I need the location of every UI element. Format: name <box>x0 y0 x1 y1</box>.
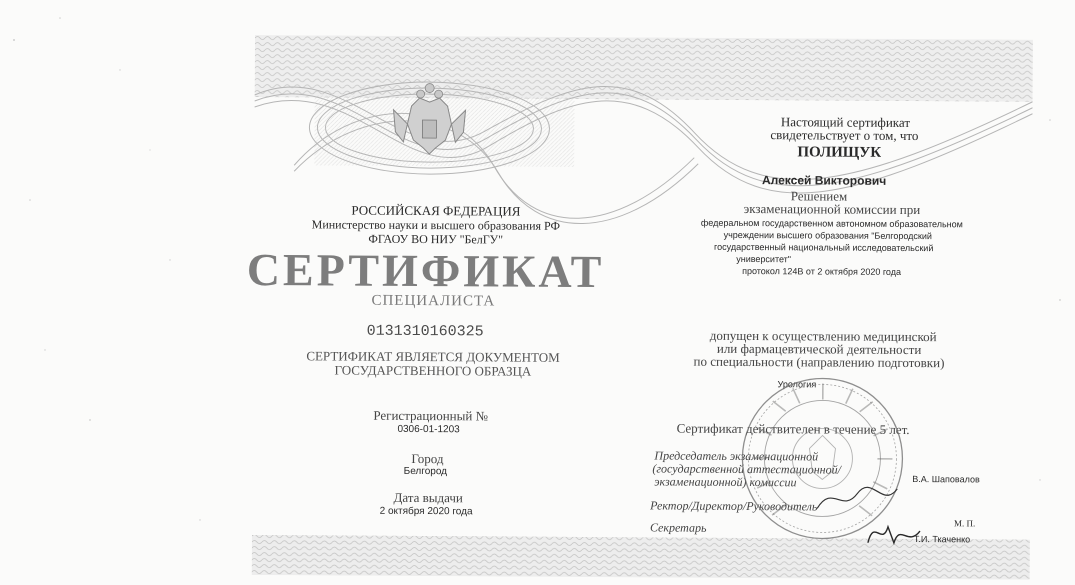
organization-line3: государственный национальный исследовательский <box>714 241 934 254</box>
chairman-label-line3: экзаменационной) комиссии <box>654 474 797 490</box>
state-document-line2: ГОСУДАРСТВЕННОГО ОБРАЗЦА <box>334 362 532 379</box>
admitted-line3: по специальности (направлению подготовки) <box>693 353 945 371</box>
ministry-line: Министерство науки и высшего образования РФ <box>311 217 561 233</box>
seal-place-label: М. П. <box>953 518 976 529</box>
city-label: Город <box>411 450 444 467</box>
validity-line: Сертификат действителен в течение 5 лет. <box>676 420 910 438</box>
registration-number: 0306-01-1203 <box>397 423 460 436</box>
organization-line1: федеральном государственном автономном образовательном <box>700 217 963 230</box>
secretary-signature <box>864 513 924 553</box>
country-heading: РОССИЙСКАЯ ФЕДЕРАЦИЯ <box>351 202 521 219</box>
holder-surname: ПОЛИЩУК <box>797 144 882 161</box>
certificate-ornament <box>252 35 1033 580</box>
chairman-name: В.А. Шаповалов <box>912 474 980 485</box>
certificate-number: 0131310160325 <box>366 322 484 341</box>
admitted-line2: или фармацевтической деятельности <box>716 340 922 358</box>
certificate-subtitle: СПЕЦИАЛИСТА <box>371 292 496 310</box>
intro-line2: свидетельствует о том, что <box>770 127 919 144</box>
rector-label: Ректор/Директор/Руководитель <box>650 498 818 514</box>
protocol-line: протокол 124В от 2 октября 2020 года <box>742 265 902 277</box>
chairman-label-line1: Председатель экзаменационной <box>654 448 819 464</box>
holder-name: Алексей Викторович <box>761 173 887 188</box>
institution-line: ФГАОУ ВО НИУ "БелГУ" <box>368 231 504 247</box>
secretary-label: Секретарь <box>649 520 707 535</box>
certificate-title: СЕРТИФИКАТ <box>246 243 605 298</box>
admitted-line1: допущен к осуществлению медицинской <box>709 327 937 345</box>
certificate <box>246 35 1033 580</box>
specialty-value: Урология <box>777 379 817 390</box>
state-document-line1: СЕРТИФИКАТ ЯВЛЯЕТСЯ ДОКУМЕНТОМ <box>306 348 560 365</box>
secretary-name: Т.И. Ткаченко <box>913 534 971 545</box>
registration-label: Регистрационный № <box>373 407 489 424</box>
organization-line4: университет" <box>736 253 792 265</box>
decision-line: Решением <box>790 188 848 204</box>
city-value: Белгород <box>403 465 448 478</box>
issue-date-value: 2 октября 2020 года <box>379 505 473 518</box>
issue-date-label: Дата выдачи <box>393 489 463 506</box>
commission-line: экзаменационной комиссии при <box>743 200 921 218</box>
chairman-label-line2: (государственной аттестационной/ <box>652 461 842 477</box>
organization-line2: учреждении высшего образования "Белгородский <box>723 229 932 242</box>
intro-line1: Настоящий сертификат <box>780 114 911 131</box>
